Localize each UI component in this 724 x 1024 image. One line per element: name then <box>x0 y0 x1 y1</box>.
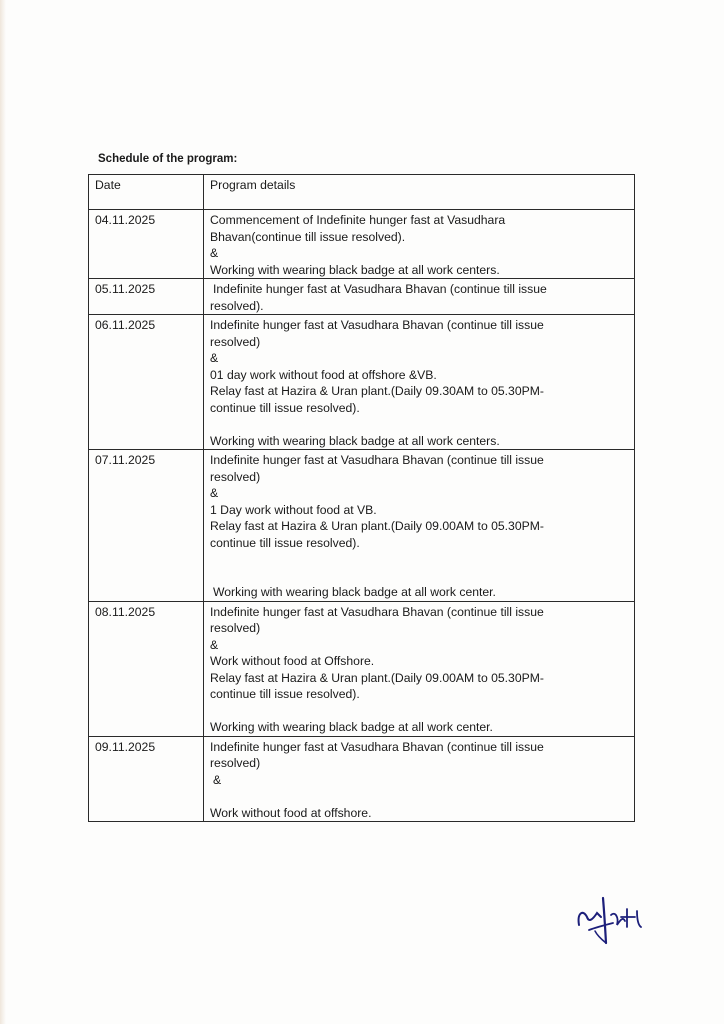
row-program-details <box>204 601 635 736</box>
row-program-details <box>204 210 635 279</box>
row-program-details <box>204 279 635 315</box>
table-row <box>89 279 635 315</box>
page-heading: Schedule of the program: <box>98 153 238 165</box>
detail-line: & <box>213 772 222 787</box>
detail-line: resolved) <box>210 756 261 770</box>
detail-line: Working with wearing black badge at all work center. <box>213 585 496 599</box>
row-date: 05.11.2025 <box>89 279 204 315</box>
detail-line: & <box>210 246 219 260</box>
detail-line: Work without food at offshore. <box>210 805 372 820</box>
row-date: 07.11.2025 <box>89 450 204 602</box>
detail-line: & <box>210 637 219 652</box>
table-row <box>89 315 635 450</box>
row-program-details <box>204 450 635 602</box>
detail-line: & <box>210 486 219 500</box>
detail-line: & <box>210 351 219 365</box>
signature <box>575 895 645 950</box>
detail-line: resolved). <box>210 298 264 313</box>
detail-line: Relay fast at Hazira & Uran plant.(Daily 09.30AM to 05.30PM- <box>210 384 544 398</box>
detail-line: Bhavan(continue till issue resolved). <box>210 229 406 244</box>
row-date: 08.11.2025 <box>89 601 204 736</box>
detail-line <box>210 551 628 568</box>
detail-line: resolved) <box>210 621 261 635</box>
row-date: 09.11.2025 <box>89 736 204 822</box>
table-row <box>89 450 635 602</box>
detail-line: Indefinite hunger fast at Vasudhara Bhavan (continue till issue <box>210 604 544 619</box>
detail-line: continue till issue resolved). <box>210 687 360 701</box>
detail-line <box>210 788 628 805</box>
scan-edge-shadow <box>0 0 6 1024</box>
row-date: 06.11.2025 <box>89 315 204 450</box>
detail-line: Working with wearing black badge at all work centers. <box>210 433 500 448</box>
row-program-details <box>204 736 635 822</box>
detail-line: Indefinite hunger fast at Vasudhara Bhavan (continue till issue <box>213 282 547 296</box>
detail-line: Work without food at Offshore. <box>210 654 375 668</box>
detail-line: Indefinite hunger fast at Vasudhara Bhavan (continue till issue <box>210 453 544 467</box>
table-header-row <box>89 175 635 210</box>
detail-line <box>210 703 628 720</box>
row-program-details <box>204 315 635 450</box>
detail-line: resolved) <box>210 334 261 349</box>
detail-line: Working with wearing black badge at all work centers. <box>210 262 500 277</box>
detail-line: 1 Day work without food at VB. <box>210 502 377 517</box>
row-date: 04.11.2025 <box>89 210 204 279</box>
table-row <box>89 736 635 822</box>
detail-line: resolved) <box>210 469 261 484</box>
detail-line: Working with wearing black badge at all work center. <box>210 720 493 734</box>
detail-line <box>210 416 628 433</box>
detail-line <box>210 568 628 585</box>
header-program-details: Program details <box>204 175 635 210</box>
detail-line: continue till issue resolved). <box>210 535 360 550</box>
detail-line: 01 day work without food at offshore &VB. <box>210 367 437 382</box>
table-row <box>89 601 635 736</box>
detail-line: Indefinite hunger fast at Vasudhara Bhavan (continue till issue <box>210 318 544 332</box>
detail-line: Commencement of Indefinite hunger fast at Vasudhara <box>210 213 506 227</box>
detail-line: continue till issue resolved). <box>210 400 360 415</box>
detail-line: Relay fast at Hazira & Uran plant.(Daily 09.00AM to 05.30PM- <box>210 670 544 685</box>
header-date: Date <box>89 175 204 210</box>
detail-line: Relay fast at Hazira & Uran plant.(Daily 09.00AM to 05.30PM- <box>210 519 544 533</box>
table-row <box>89 210 635 279</box>
schedule-table <box>88 174 635 822</box>
detail-line: Indefinite hunger fast at Vasudhara Bhavan (continue till issue <box>210 739 544 754</box>
